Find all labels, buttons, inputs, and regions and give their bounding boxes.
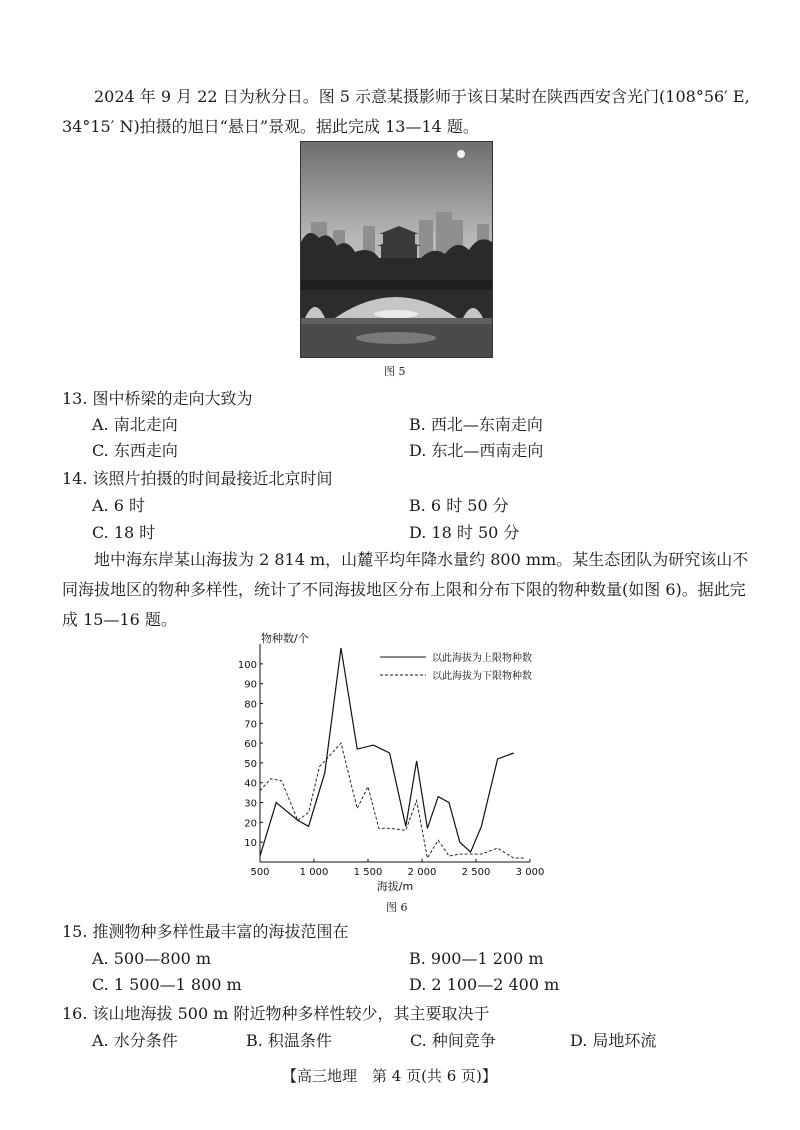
question-15-option-b: B. 900—1 200 m <box>409 949 544 968</box>
y-tick-label: 40 <box>244 778 257 790</box>
y-tick-label: 70 <box>244 719 257 731</box>
figure-5-caption: 图 5 <box>384 365 406 378</box>
question-14-option-b: B. 6 时 50 分 <box>409 496 509 515</box>
figure-6-chart <box>237 630 550 900</box>
question-13-option-d: D. 东北—西南走向 <box>409 441 544 460</box>
question-14-option-c: C. 18 时 <box>92 523 156 542</box>
x-tick-label: 3 000 <box>515 867 545 878</box>
question-15-option-a: A. 500—800 m <box>92 949 212 968</box>
question-15-option-c: C. 1 500—1 800 m <box>92 975 242 994</box>
question-16-option-c: C. 种间竞争 <box>410 1031 496 1050</box>
legend-label-1: 以此海拔为上限物种数 <box>432 653 532 664</box>
question-16-option-a: A. 水分条件 <box>92 1031 178 1050</box>
y-tick-label: 60 <box>244 739 257 751</box>
y-tick-label: 80 <box>244 699 257 711</box>
passage-intro-2: 地中海东岸某山海拔为 2 814 m，山麓平均年降水量约 800 mm。某生态团队为研究该山不同海拔地区的物种多样性，统计了不同海拔地区分布上限和分布下限的物种数量(如图 6)。据此完成 15—16 题。 <box>62 550 749 629</box>
passage-intro-1: 2024 年 9 月 22 日为秋分日。图 5 示意某摄影师于该日某时在陕西西安含光门(108°56′ E, 34°15′ N)拍摄的旭日“悬日”景观。据此完成 13—14 题。 <box>62 87 750 136</box>
y-tick-label: 90 <box>244 679 257 691</box>
x-axis-title: 海拔/m <box>376 880 414 893</box>
figure-6-caption: 图 6 <box>386 901 408 914</box>
x-tick-label: 1 000 <box>299 867 329 878</box>
series-line-2 <box>260 743 525 858</box>
x-tick-label: 2 000 <box>407 867 437 878</box>
question-16-option-b: B. 积温条件 <box>246 1031 332 1050</box>
question-16-stem: 16. 该山地海拔 500 m 附近物种多样性较少，其主要取决于 <box>62 1004 490 1023</box>
page-footer: 【高三地理 第 4 页(共 6 页)】 <box>282 1067 497 1085</box>
question-14-option-d: D. 18 时 50 分 <box>409 523 520 542</box>
question-13-option-a: A. 南北走向 <box>92 415 178 434</box>
y-tick-label: 30 <box>244 798 257 810</box>
y-tick-label: 10 <box>244 838 257 850</box>
figure-5-photo <box>300 141 493 358</box>
question-15-option-d: D. 2 100—2 400 m <box>409 975 560 994</box>
legend-label-2: 以此海拔为下限物种数 <box>432 671 532 682</box>
y-tick-label: 100 <box>237 659 257 671</box>
question-14-option-a: A. 6 时 <box>92 496 145 515</box>
x-tick-label: 1 500 <box>353 867 383 878</box>
y-tick-label: 50 <box>244 758 257 770</box>
question-15-stem: 15. 推测物种多样性最丰富的海拔范围在 <box>62 922 349 941</box>
y-axis-title: 物种数/个 <box>261 632 309 645</box>
x-tick-label: 2 500 <box>461 867 491 878</box>
y-tick-label: 20 <box>244 818 257 830</box>
question-14-stem: 14. 该照片拍摄的时间最接近北京时间 <box>62 469 333 488</box>
x-tick-label: 500 <box>250 867 270 878</box>
question-13-stem: 13. 图中桥梁的走向大致为 <box>62 389 253 408</box>
question-16-option-d: D. 局地环流 <box>570 1031 657 1050</box>
question-13-option-b: B. 西北—东南走向 <box>409 415 543 434</box>
question-13-option-c: C. 东西走向 <box>92 441 178 460</box>
